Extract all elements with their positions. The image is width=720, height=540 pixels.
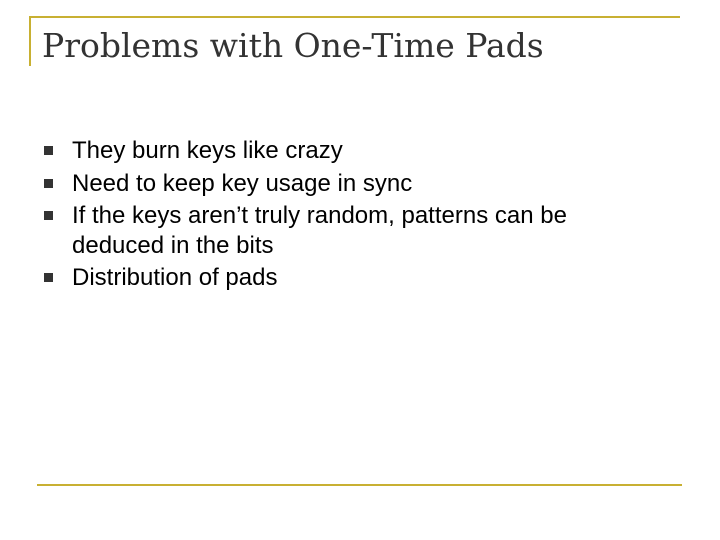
square-bullet-icon	[44, 146, 53, 155]
bullet-item	[44, 136, 664, 166]
slide-title: Problems with One-Time Pads	[42, 26, 544, 65]
bullet-text: If the keys aren’t truly random, patterns can be deduced in the bits	[72, 202, 567, 259]
title-frame-top-line	[29, 16, 680, 18]
square-bullet-icon	[44, 179, 53, 188]
footer-line	[37, 484, 682, 486]
square-bullet-icon	[44, 273, 53, 282]
square-bullet-icon	[44, 211, 53, 220]
bullet-item	[44, 263, 664, 293]
bullet-item	[44, 169, 664, 199]
bullet-list	[44, 136, 664, 296]
bullet-text: They burn keys like crazy	[72, 137, 343, 164]
bullet-item	[44, 201, 664, 260]
bullet-text: Need to keep key usage in sync	[72, 169, 413, 197]
bullet-text: Distribution of pads	[72, 264, 278, 291]
title-frame-left-line	[29, 16, 31, 66]
